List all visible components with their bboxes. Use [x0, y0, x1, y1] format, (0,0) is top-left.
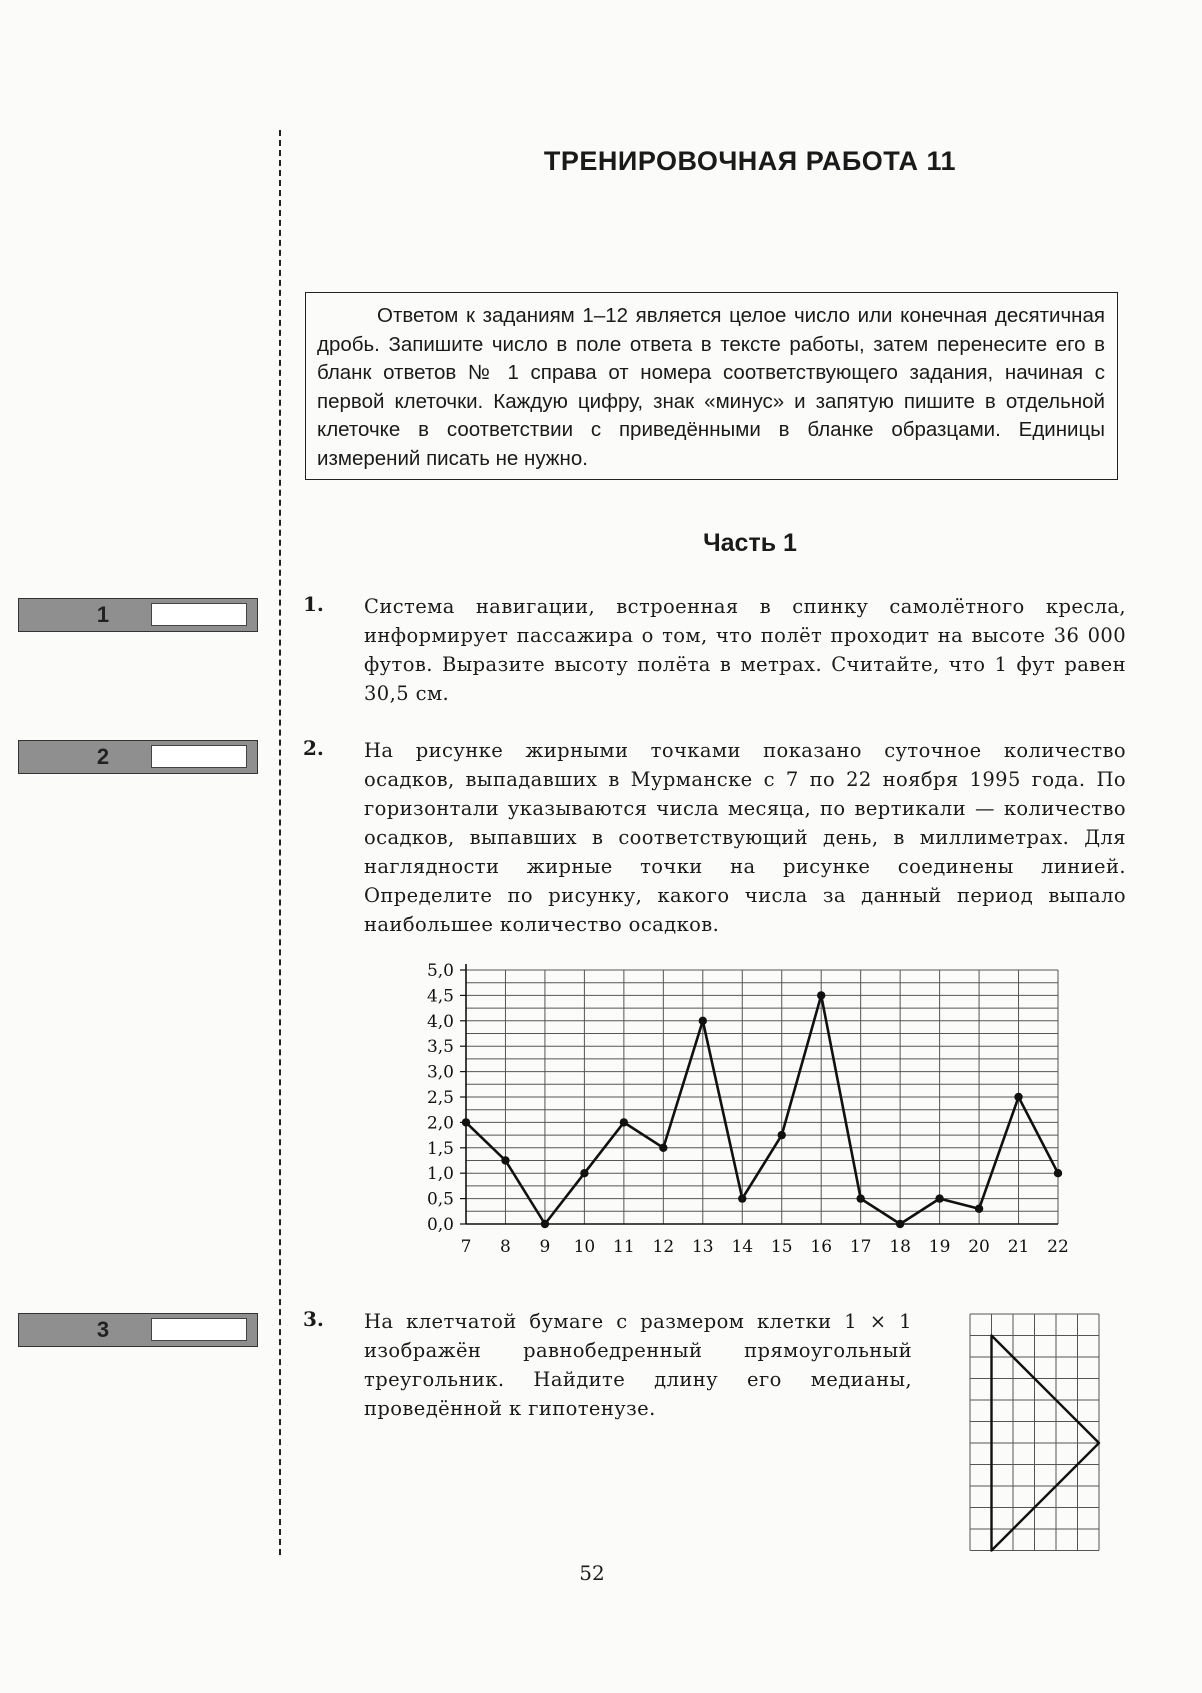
answer-field-3[interactable]: [151, 1318, 247, 1341]
part-title: Часть 1: [703, 529, 797, 557]
x-tick-label: 15: [770, 1237, 793, 1257]
data-point: [580, 1169, 588, 1177]
x-tick-label: 22: [1047, 1237, 1069, 1257]
instructions-text: Ответом к заданиям 1–12 является целое число или конечная десятичная дробь. Запишите число в поле ответа в тексте работы, затем перенесите его в бланк ответов № 1 справа от номера соответствующего задания, начиная с первой клеточки. Каждую цифру, знак «минус» и запятую пишите в отдельной клеточке в соответствии с приведёнными в бланке образцами. Единицы измерений писать не нужно.: [317, 304, 1105, 470]
answer-box-1: [18, 598, 258, 632]
data-point: [620, 1118, 628, 1126]
task-number: 3.: [303, 1307, 324, 1331]
data-point: [935, 1194, 943, 1202]
data-point: [462, 1118, 470, 1126]
answer-box-2: [18, 740, 258, 774]
x-tick-label: 9: [539, 1237, 551, 1257]
x-tick-label: 14: [731, 1237, 754, 1257]
data-point: [699, 1017, 707, 1025]
task-number: 2.: [303, 736, 324, 760]
page-number: 52: [579, 1561, 605, 1585]
y-tick-label: 3,5: [426, 1037, 454, 1058]
precipitation-chart: [400, 958, 1090, 1268]
answer-field-2[interactable]: [151, 745, 247, 768]
answer-box-number: 2: [96, 744, 110, 769]
y-tick-label: 3,0: [426, 1062, 454, 1083]
x-tick-label: 10: [573, 1237, 596, 1257]
y-tick-label: 0,0: [426, 1215, 454, 1235]
x-tick-label: 7: [460, 1237, 472, 1257]
page-title: ТРЕНИРОВОЧНАЯ РАБОТА 11: [543, 146, 957, 176]
x-tick-label: 21: [1007, 1237, 1030, 1257]
data-point: [856, 1194, 864, 1202]
x-tick-label: 20: [968, 1237, 990, 1257]
task-3-text: На клетчатой бумаге с размером клетки 1 × 1 изображён равнобедренный прямоугольный треугольник. Найдите длину его медианы, проведённой к гипотенузе.: [364, 1310, 912, 1420]
task-2-text: На рисунке жирными точками показано суточное количество осадков, выпадавших в Мурманске с 7 по 22 ноября 1995 года. По горизонтали указываются числа месяца, по вертикали — количество осадков, выпавших в соответствующий день, в миллиметрах. Для наглядности жирные точки на рисунке соединены линией. Определите по рисунку, какого числа за данный период выпало наибольшее количество осадков.: [364, 739, 1126, 936]
triangle-grid-figure: [968, 1312, 1108, 1562]
answer-box-3: [18, 1313, 258, 1347]
data-point: [778, 1131, 786, 1139]
data-point: [1054, 1169, 1062, 1177]
answer-field-1[interactable]: [151, 603, 247, 626]
x-tick-label: 8: [500, 1237, 511, 1257]
y-tick-label: 0,5: [426, 1189, 454, 1210]
data-point: [1014, 1093, 1022, 1101]
y-tick-label: 4,5: [426, 986, 454, 1007]
x-tick-label: 19: [928, 1237, 951, 1257]
x-tick-label: 13: [691, 1237, 714, 1257]
data-point: [738, 1194, 746, 1202]
instructions-box: [305, 292, 1118, 480]
data-point: [817, 991, 825, 999]
cut-line: [279, 130, 281, 1555]
task-number: 1.: [303, 592, 324, 616]
y-tick-label: 1,5: [426, 1138, 454, 1159]
data-point: [541, 1220, 549, 1228]
data-point: [659, 1144, 667, 1152]
x-tick-label: 17: [849, 1237, 872, 1257]
data-point: [975, 1205, 983, 1213]
x-tick-label: 11: [613, 1237, 635, 1257]
y-tick-label: 2,5: [426, 1088, 454, 1108]
x-tick-label: 18: [889, 1237, 911, 1257]
x-tick-label: 12: [652, 1237, 675, 1257]
y-tick-label: 2,0: [426, 1113, 454, 1134]
data-point: [501, 1156, 509, 1164]
x-tick-label: 16: [810, 1237, 833, 1257]
answer-box-number: 3: [96, 1317, 110, 1342]
y-tick-label: 1,0: [426, 1164, 454, 1185]
task-1-text: Система навигации, встроенная в спинку самолётного кресла, информирует пассажира о том, что полёт проходит на высоте 36 000 футов. Выразите высоту полёта в метрах. Считайте, что 1 фут равен 30,5 см.: [364, 595, 1126, 705]
answer-box-number: 1: [96, 602, 110, 627]
y-tick-label: 4,0: [426, 1011, 454, 1032]
y-tick-label: 5,0: [426, 961, 454, 981]
data-point: [896, 1220, 904, 1228]
